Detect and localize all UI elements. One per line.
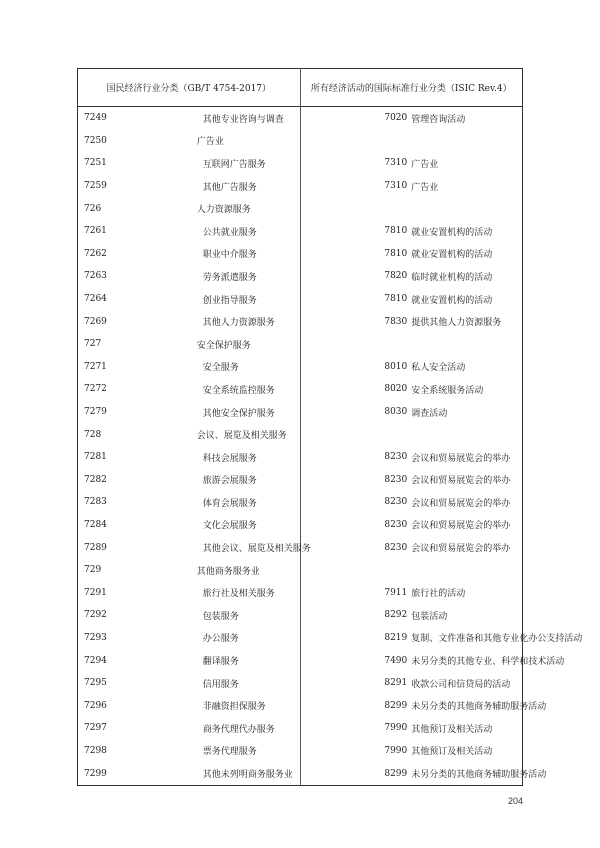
gb-name-cell: 商务代理代办服务 <box>189 717 300 740</box>
isic-code-cell <box>300 559 411 582</box>
table-row <box>78 649 523 672</box>
gb-code-cell: 727 <box>84 339 102 350</box>
isic-code-cell: 8030 <box>384 407 408 418</box>
table-row <box>78 469 523 492</box>
table-row <box>78 310 523 333</box>
isic-name-cell: 其他预订及相关活动 <box>411 724 493 735</box>
gb-name-cell: 安全系统监控服务 <box>189 378 300 401</box>
table-row <box>78 288 523 311</box>
table-row <box>78 581 523 604</box>
gb-name-cell: 创业指导服务 <box>189 288 300 311</box>
isic-name-cell <box>411 333 522 356</box>
gb-code-cell: 7261 <box>84 226 107 237</box>
isic-code-cell: 8292 <box>384 610 408 621</box>
isic-name-cell: 会议和贸易展览会的举办 <box>411 453 511 464</box>
gb-name-cell: 翻译服务 <box>189 649 300 672</box>
gb-name-cell: 包装服务 <box>189 604 300 627</box>
isic-name-cell: 提供其他人力资源服务 <box>411 318 502 329</box>
isic-code-cell: 8299 <box>384 700 408 711</box>
table-body <box>78 107 583 785</box>
gb-code-cell: 7279 <box>84 407 107 418</box>
isic-name-cell: 未另分类的其他商务辅助服务活动 <box>411 702 547 713</box>
gb-code-cell: 7294 <box>84 655 107 666</box>
gb-code-cell: 726 <box>84 203 102 214</box>
isic-code-cell: 8230 <box>384 474 408 485</box>
isic-name-cell: 会议和贸易展览会的举办 <box>411 498 511 509</box>
gb-code-cell: 7264 <box>84 294 107 305</box>
isic-name-cell: 广告业 <box>411 182 439 193</box>
isic-code-cell: 7490 <box>384 655 408 666</box>
isic-name-cell: 临时就业机构的活动 <box>411 272 493 283</box>
isic-code-cell: 8230 <box>384 542 408 553</box>
gb-code-cell: 729 <box>84 565 102 576</box>
isic-code-cell: 7310 <box>384 158 408 169</box>
gb-code-cell: 7269 <box>84 316 107 327</box>
isic-name-cell <box>411 130 522 153</box>
table-row <box>78 401 523 424</box>
isic-name-cell: 调查活动 <box>411 408 448 419</box>
gb-code-cell: 7299 <box>84 768 107 779</box>
table-row <box>78 559 523 582</box>
isic-name-cell: 旅行社的活动 <box>411 589 466 600</box>
gb-name-cell: 其他会议、展览及相关服务 <box>189 536 300 559</box>
table-row <box>78 265 523 288</box>
table-row <box>78 694 523 717</box>
gb-code-cell: 7249 <box>84 113 107 124</box>
isic-code-cell: 7820 <box>384 271 408 282</box>
table-row <box>78 333 523 356</box>
header-isic-classification: 所有经济活动的国际标准行业分类（ISIC Rev.4） <box>300 69 523 107</box>
gb-code-cell: 7298 <box>84 745 107 756</box>
isic-name-cell: 收款公司和信贷局的活动 <box>411 679 511 690</box>
table-row <box>78 197 523 220</box>
gb-name-cell: 人力资源服务 <box>189 197 300 220</box>
gb-name-cell: 其他人力资源服务 <box>189 310 300 333</box>
table-row <box>78 423 523 446</box>
isic-code-cell <box>300 130 411 153</box>
gb-name-cell: 公共就业服务 <box>189 220 300 243</box>
isic-name-cell: 包装活动 <box>411 611 448 622</box>
gb-code-cell: 7263 <box>84 271 107 282</box>
isic-code-cell <box>300 423 411 446</box>
isic-code-cell: 8010 <box>384 361 408 372</box>
gb-name-cell: 办公服务 <box>189 627 300 650</box>
gb-code-cell: 7259 <box>84 181 107 192</box>
isic-code-cell: 8219 <box>384 632 408 643</box>
table-row <box>78 536 523 559</box>
isic-code-cell: 7310 <box>384 181 408 192</box>
isic-name-cell: 未另分类的其他商务辅助服务活动 <box>411 770 547 781</box>
isic-name-cell: 会议和贸易展览会的举办 <box>411 544 511 555</box>
table-row <box>78 740 523 763</box>
isic-code-cell <box>300 197 411 220</box>
isic-name-cell: 其他预订及相关活动 <box>411 747 493 758</box>
gb-code-cell: 7291 <box>84 587 107 598</box>
gb-name-cell: 其他专业咨询与调查 <box>189 107 300 130</box>
gb-code-cell: 7284 <box>84 519 107 530</box>
isic-code-cell: 7990 <box>384 745 408 756</box>
isic-name-cell: 会议和贸易展览会的举办 <box>411 521 511 532</box>
gb-code-cell: 7297 <box>84 723 107 734</box>
gb-name-cell: 其他广告服务 <box>189 175 300 198</box>
gb-name-cell: 文化会展服务 <box>189 514 300 537</box>
gb-name-cell: 信用服务 <box>189 672 300 695</box>
gb-code-cell: 7292 <box>84 610 107 621</box>
table-row <box>78 491 523 514</box>
isic-name-cell: 私人安全活动 <box>411 363 466 374</box>
isic-code-cell: 7990 <box>384 723 408 734</box>
isic-code-cell: 7810 <box>384 294 408 305</box>
isic-name-cell <box>411 197 522 220</box>
table-row <box>78 152 523 175</box>
gb-code-cell: 7296 <box>84 700 107 711</box>
isic-code-cell: 7020 <box>384 113 408 124</box>
gb-code-cell: 7271 <box>84 361 107 372</box>
gb-name-cell: 互联网广告服务 <box>189 152 300 175</box>
gb-code-cell: 7250 <box>84 135 107 146</box>
gb-name-cell: 会议、展览及相关服务 <box>189 423 300 446</box>
isic-code-cell: 8020 <box>384 384 408 395</box>
table-row <box>78 378 523 401</box>
gb-name-cell: 体育会展服务 <box>189 491 300 514</box>
gb-name-cell: 广告业 <box>189 130 300 153</box>
table-row <box>78 627 523 650</box>
isic-name-cell: 就业安置机构的活动 <box>411 227 493 238</box>
isic-name-cell: 管理咨询活动 <box>411 114 466 125</box>
isic-name-cell: 会议和贸易展览会的举办 <box>411 476 511 487</box>
isic-code-cell: 8230 <box>384 497 408 508</box>
gb-name-cell: 其他未列明商务服务业 <box>189 762 300 785</box>
isic-name-cell: 就业安置机构的活动 <box>411 295 493 306</box>
isic-code-cell: 7911 <box>384 587 408 598</box>
gb-name-cell: 票务代理服务 <box>189 740 300 763</box>
table-row <box>78 514 523 537</box>
isic-code-cell <box>300 333 411 356</box>
table-row <box>78 243 523 266</box>
header-gb-classification: 国民经济行业分类（GB/T 4754-2017） <box>78 69 301 107</box>
gb-name-cell: 旅行社及相关服务 <box>189 581 300 604</box>
gb-code-cell: 7295 <box>84 678 107 689</box>
isic-name-cell: 复制、文件准备和其他专业化办公支持活动 <box>411 634 583 645</box>
isic-code-cell: 8230 <box>384 452 408 463</box>
table-row <box>78 672 523 695</box>
classification-table <box>77 68 583 786</box>
isic-code-cell: 8291 <box>384 678 408 689</box>
page-number: 204 <box>507 796 523 806</box>
gb-name-cell: 科技会展服务 <box>189 446 300 469</box>
gb-name-cell: 职业中介服务 <box>189 243 300 266</box>
gb-code-cell: 7289 <box>84 542 107 553</box>
gb-name-cell: 其他安全保护服务 <box>189 401 300 424</box>
table-row <box>78 604 523 627</box>
gb-name-cell: 其他商务服务业 <box>189 559 300 582</box>
gb-name-cell: 旅游会展服务 <box>189 469 300 492</box>
gb-code-cell: 728 <box>84 429 102 440</box>
table-row <box>78 356 523 379</box>
table-row <box>78 762 523 785</box>
gb-code-cell: 7282 <box>84 474 107 485</box>
isic-code-cell: 8230 <box>384 519 408 530</box>
table-row <box>78 107 523 130</box>
table-row <box>78 130 523 153</box>
isic-code-cell: 7810 <box>384 226 408 237</box>
gb-name-cell: 非融资担保服务 <box>189 694 300 717</box>
isic-name-cell: 安全系统服务活动 <box>411 385 484 396</box>
isic-code-cell: 7830 <box>384 316 408 327</box>
isic-name-cell: 未另分类的其他专业、科学和技术活动 <box>411 657 565 668</box>
table-row <box>78 446 523 469</box>
isic-code-cell: 8299 <box>384 768 408 779</box>
isic-name-cell: 广告业 <box>411 159 439 170</box>
isic-name-cell: 就业安置机构的活动 <box>411 250 493 261</box>
isic-name-cell <box>411 559 522 582</box>
table-header-row <box>78 69 523 107</box>
gb-code-cell: 7251 <box>84 158 107 169</box>
table-row <box>78 220 523 243</box>
gb-code-cell: 7281 <box>84 452 107 463</box>
gb-code-cell: 7283 <box>84 497 107 508</box>
table-row <box>78 175 523 198</box>
gb-name-cell: 安全保护服务 <box>189 333 300 356</box>
isic-name-cell <box>411 423 522 446</box>
gb-code-cell: 7272 <box>84 384 107 395</box>
gb-name-cell: 劳务派遣服务 <box>189 265 300 288</box>
gb-code-cell: 7262 <box>84 248 107 259</box>
isic-code-cell: 7810 <box>384 248 408 259</box>
gb-name-cell: 安全服务 <box>189 356 300 379</box>
table-row <box>78 717 523 740</box>
gb-code-cell: 7293 <box>84 632 107 643</box>
